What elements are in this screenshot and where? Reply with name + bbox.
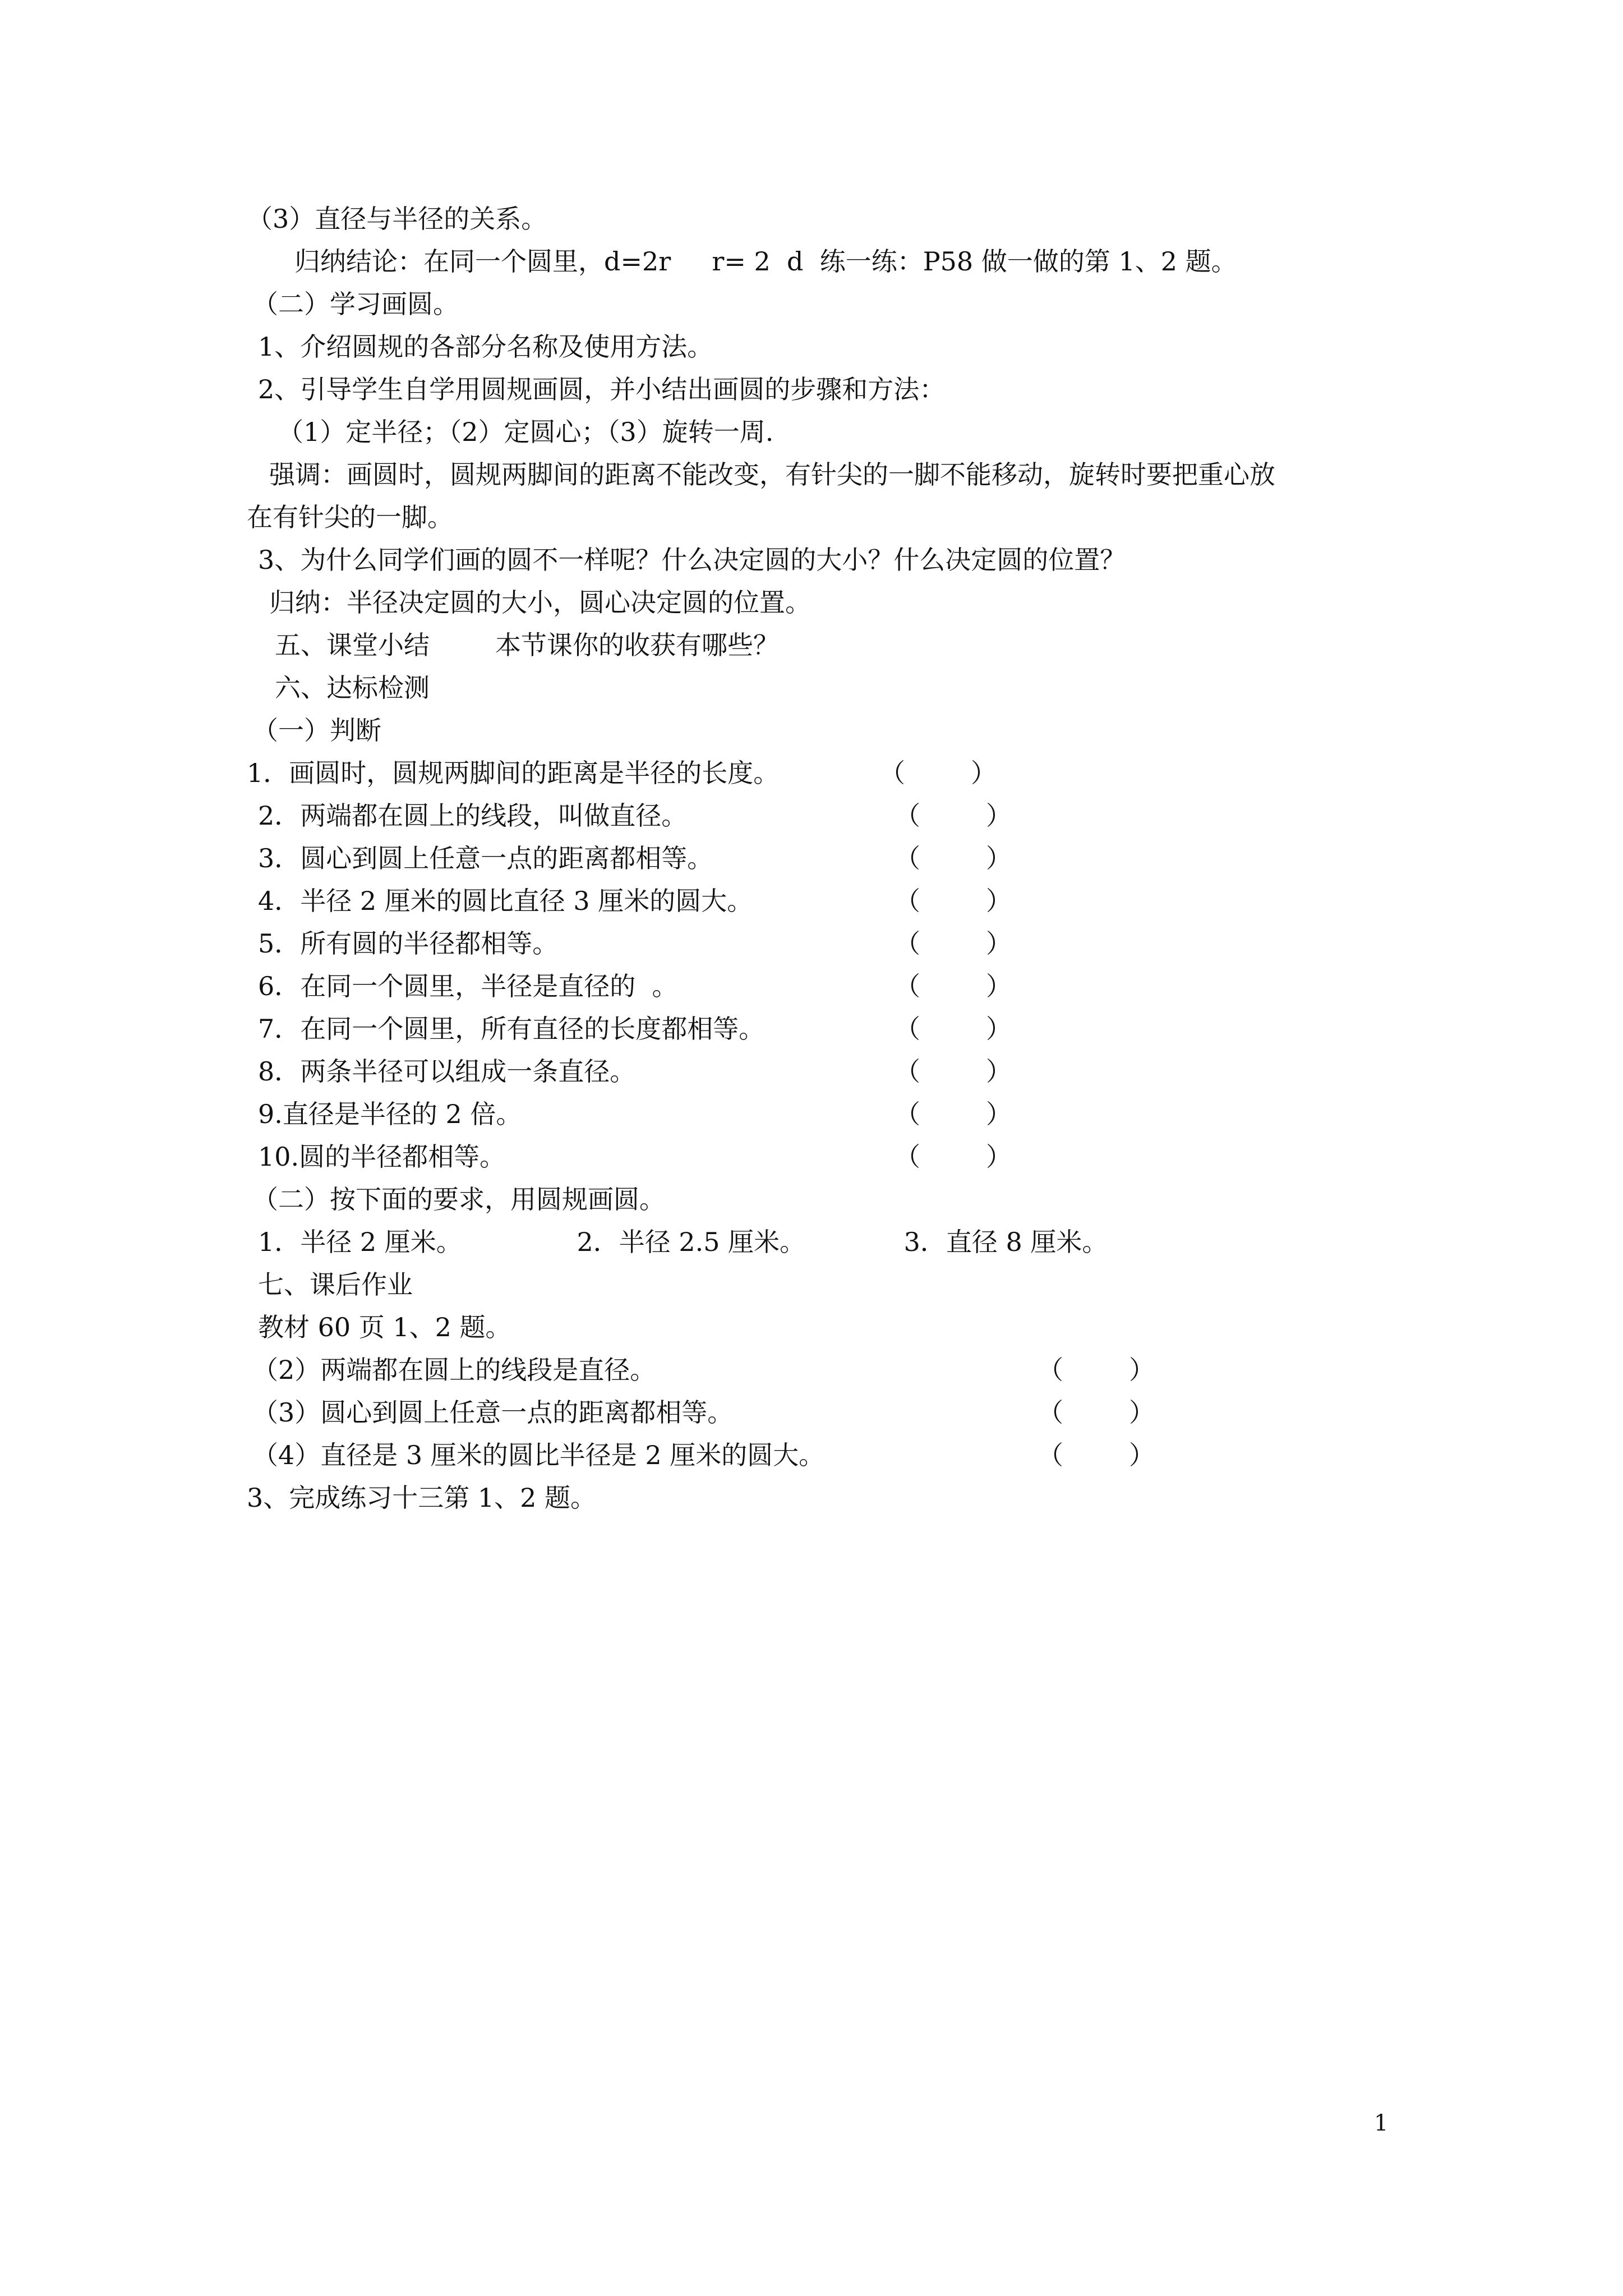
text-line-3: （二）学习画圆。 bbox=[252, 289, 459, 319]
text-line-13: （一）判断 bbox=[252, 715, 381, 746]
text-line-4: 1、介绍圆规的各部分名称及使用方法。 bbox=[258, 332, 713, 362]
judge-item-10: 10.圆的半径都相等。 bbox=[258, 1142, 506, 1172]
answer-blank: （ ） bbox=[895, 1099, 1012, 1129]
answer-blank: （ ） bbox=[895, 928, 1012, 959]
answer-blank: （ ） bbox=[895, 843, 1012, 873]
text-line-7: 强调：画圆时，圆规两脚间的距离不能改变，有针尖的一脚不能移动，旋转时要把重心放 bbox=[269, 459, 1275, 490]
answer-blank: （ ） bbox=[895, 971, 1012, 1001]
homework-item-4: （4）直径是 3 厘米的圆比半径是 2 厘米的圆大。 bbox=[252, 1440, 825, 1470]
judge-item-5: 5．所有圆的半径都相等。 bbox=[258, 928, 559, 959]
answer-blank: （ ） bbox=[895, 1014, 1012, 1044]
answer-blank: （ ） bbox=[879, 758, 997, 788]
answer-blank: （ ） bbox=[895, 800, 1012, 831]
judge-item-7: 7．在同一个圆里，所有直径的长度都相等。 bbox=[258, 1014, 765, 1044]
text-line-1: （3）直径与半径的关系。 bbox=[247, 204, 547, 234]
text-line-8: 在有针尖的一脚。 bbox=[247, 502, 453, 532]
text-line-6: （1）定半径；（2）定圆心；（3）旋转一周. bbox=[278, 417, 774, 447]
text-line-26: 七、课后作业 bbox=[258, 1269, 413, 1300]
text-line-9: 3、为什么同学们画的圆不一样呢？什么决定圆的大小？什么决定圆的位置？ bbox=[258, 545, 1126, 575]
answer-blank: （ ） bbox=[1038, 1355, 1155, 1385]
answer-blank: （ ） bbox=[895, 1142, 1012, 1172]
answer-blank: （ ） bbox=[895, 1056, 1012, 1087]
text-line-12: 六、达标检测 bbox=[275, 673, 430, 703]
homework-item-3: （3）圆心到圆上任意一点的距离都相等。 bbox=[252, 1397, 734, 1428]
judge-item-8: 8．两条半径可以组成一条直径。 bbox=[258, 1056, 636, 1087]
text-line-25: 1．半径 2 厘米。 2．半径 2.5 厘米。 3．直径 8 厘米。 bbox=[258, 1227, 1108, 1257]
answer-blank: （ ） bbox=[1038, 1440, 1155, 1470]
judge-item-1: 1．画圆时，圆规两脚间的距离是半径的长度。 bbox=[247, 758, 780, 788]
text-line-27: 教材 60 页 1、2 题。 bbox=[258, 1312, 511, 1342]
judge-item-9: 9.直径是半径的 2 倍。 bbox=[258, 1099, 522, 1129]
homework-item-2: （2）两端都在圆上的线段是直径。 bbox=[252, 1355, 656, 1385]
answer-blank: （ ） bbox=[1038, 1397, 1155, 1428]
text-line-11: 五、课堂小结 本节课你的收获有哪些？ bbox=[275, 630, 779, 660]
text-line-10: 归纳：半径决定圆的大小，圆心决定圆的位置。 bbox=[269, 587, 811, 618]
text-line-31: 3、完成练习十三第 1、2 题。 bbox=[247, 1483, 597, 1513]
answer-blank: （ ） bbox=[895, 886, 1012, 916]
judge-item-6: 6．在同一个圆里，半径是直径的 。 bbox=[258, 971, 678, 1001]
text-line-24: （二）按下面的要求，用圆规画圆。 bbox=[252, 1184, 665, 1214]
judge-item-4: 4．半径 2 厘米的圆比直径 3 厘米的圆大。 bbox=[258, 886, 753, 916]
text-line-5: 2、引导学生自学用圆规画圆，并小结出画圆的步骤和方法： bbox=[258, 374, 946, 404]
page-number: 1 bbox=[1374, 2110, 1389, 2136]
judge-item-2: 2．两端都在圆上的线段，叫做直径。 bbox=[258, 800, 688, 831]
judge-item-3: 3．圆心到圆上任意一点的距离都相等。 bbox=[258, 843, 713, 873]
text-line-2: 归纳结论：在同一个圆里，d=2r r= 2 d 练一练：P58 做一做的第 1、2 题。 bbox=[294, 246, 1237, 277]
